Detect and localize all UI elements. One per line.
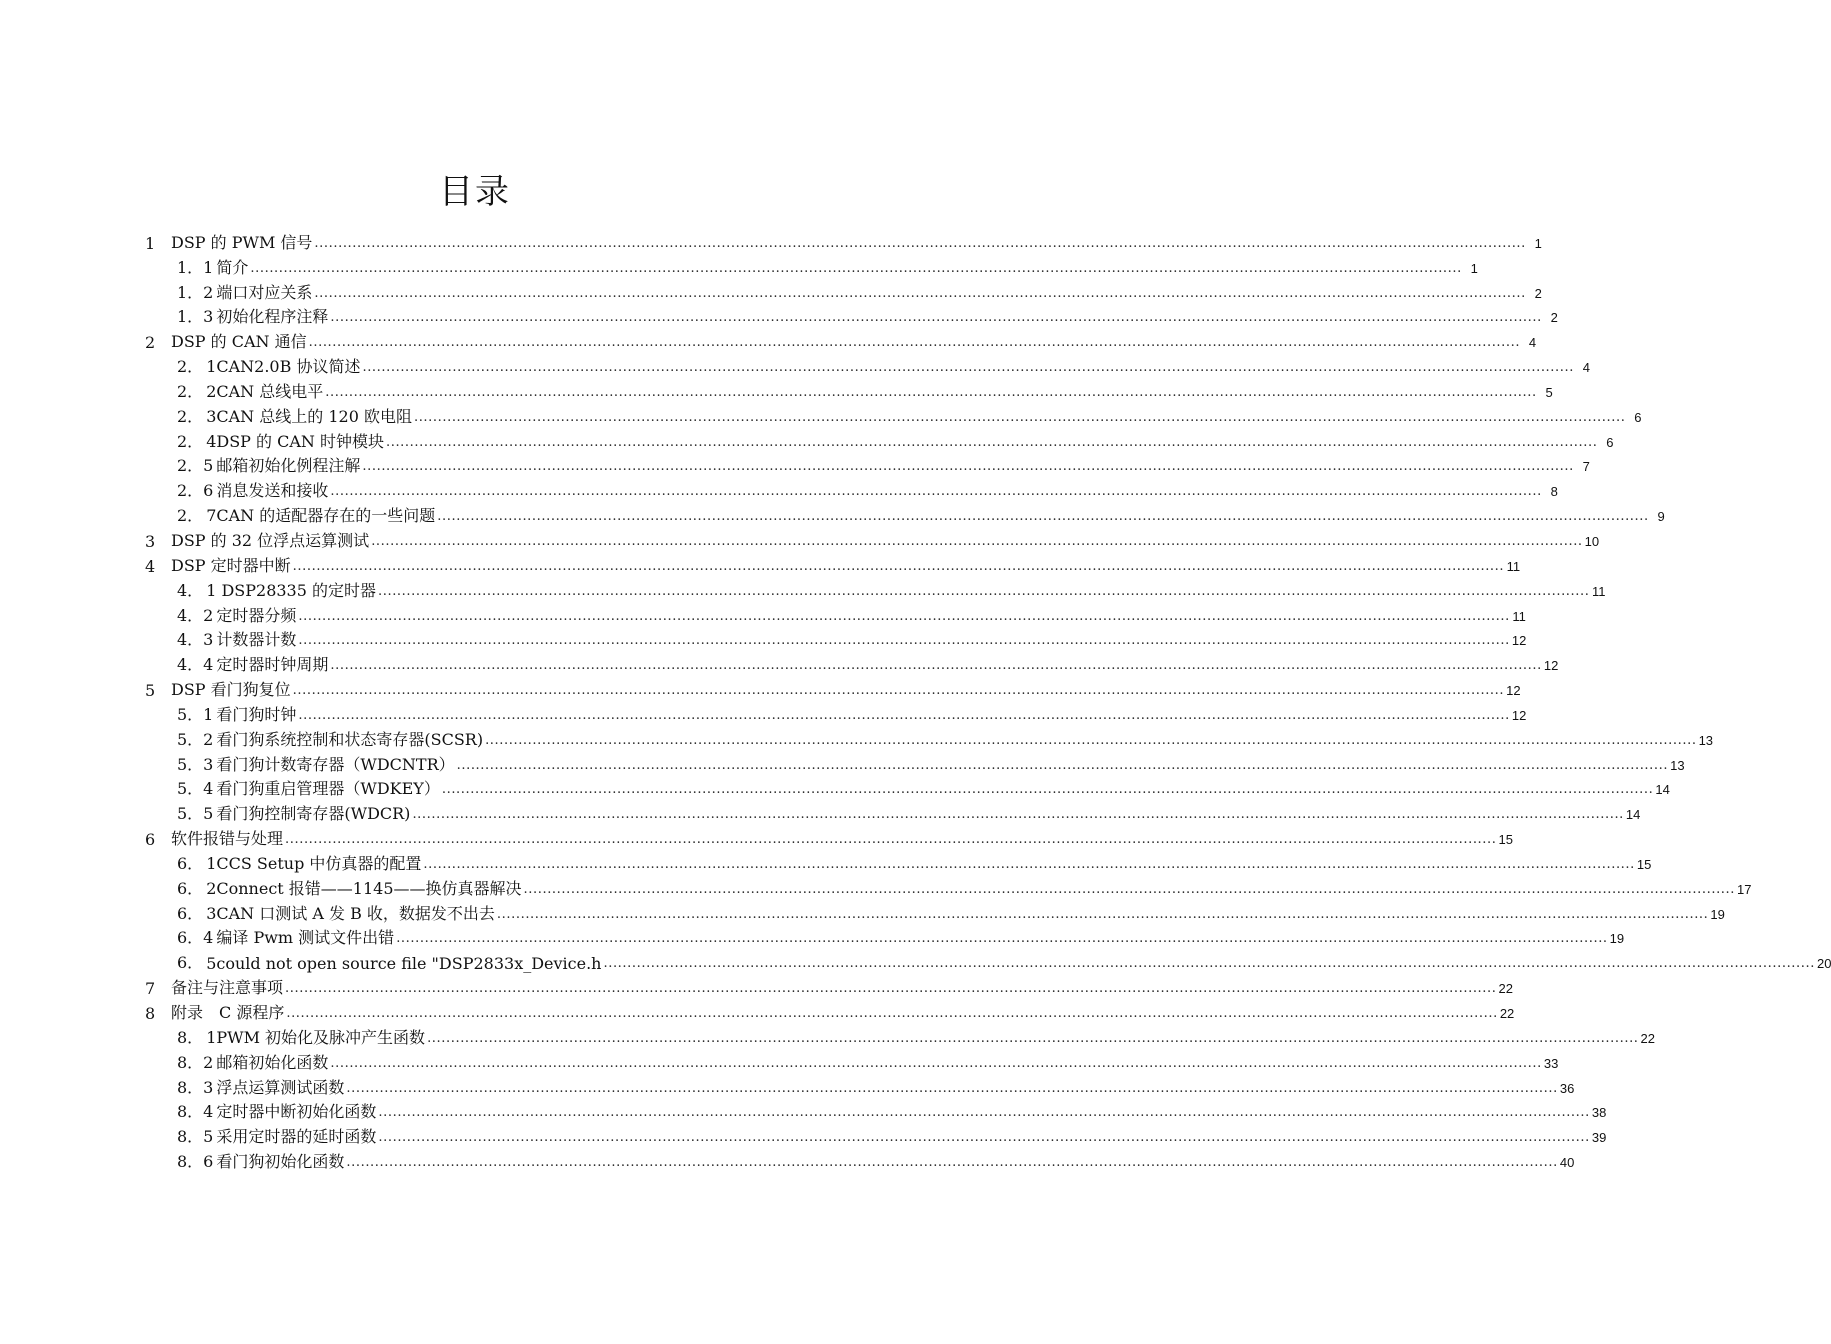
toc-entry[interactable] [145,551,1521,576]
toc-entry-number: 5．4 [177,779,214,799]
toc-page-number: 38 [1591,1105,1607,1121]
toc-entry-title: DSP 的 CAN 通信 [171,332,307,352]
toc-dot-leader [425,1032,1640,1045]
toc-entry[interactable] [145,327,1537,353]
table-of-contents [145,228,1831,1172]
toc-entry-number: 8．4 [177,1102,214,1122]
toc-dot-leader [412,411,1627,424]
toc-page-number: 19 [1710,906,1725,922]
toc-entry[interactable] [145,377,1553,402]
toc-page-number: 12 [1511,707,1527,723]
toc-entry-title: 2CAN 总线电平 [206,381,324,401]
toc-entry-number: 6．4 [177,928,214,948]
toc-entry-title: 定时器分频 [216,605,297,625]
toc-entry-number: 1．3 [177,307,214,327]
toc-page-number: 11 [1506,558,1521,574]
toc-page-number: 22 [1498,981,1513,997]
toc-dot-leader [495,908,1710,921]
toc-entry-number: 2． [177,431,204,451]
toc-entry-number: 4 [145,556,156,576]
toc-entry-title: 端口对应关系 [216,282,313,302]
toc-entry-number: 8．2 [177,1052,214,1072]
toc-entry-number: 4．2 [177,605,214,625]
toc-page-number: 12 [1506,683,1521,699]
toc-entry-title: DSP 定时器中断 [171,555,291,575]
toc-page-number: 15 [1498,832,1513,848]
toc-entry-number: 6 [145,830,156,850]
toc-entry-number: 2．6 [177,481,214,501]
toc-entry-number: 2 [145,333,156,353]
toc-entry-title: 1 DSP28335 的定时器 [206,580,376,600]
toc-page-number: 2 [1550,310,1558,326]
toc-entry-number: 5 [145,681,156,701]
toc-entry-number: 7 [145,979,156,999]
toc-dot-leader [296,634,1511,647]
toc-entry-title: 4DSP 的 CAN 时钟模块 [206,431,384,451]
toc-entry-title: DSP 的 PWM 信号 [171,232,313,252]
toc-entry[interactable] [145,799,1641,824]
toc-dot-leader [483,734,1698,747]
toc-entry[interactable] [145,526,1600,551]
toc-dot-leader [421,858,1636,871]
toc-entry-number: 6． [177,953,204,973]
toc-entry-title: 定时器中断初始化函数 [216,1102,377,1122]
toc-entry[interactable] [145,998,1515,1023]
toc-entry[interactable] [145,452,1590,477]
toc-entry[interactable] [145,427,1614,452]
toc-dot-leader [455,759,1670,772]
toc-page-number: 15 [1636,856,1652,872]
toc-entry-title: 消息发送和接收 [216,481,329,501]
toc-entry[interactable] [145,1147,1575,1172]
toc-entry[interactable] [145,402,1642,427]
toc-entry[interactable] [145,1073,1575,1098]
toc-entry-number: 6． [177,903,204,923]
toc-dot-leader [376,1106,1591,1119]
toc-entry-title: 3CAN 总线上的 120 欧电阻 [206,406,412,426]
toc-entry-number: 5．2 [177,729,214,749]
toc-entry-title: 看门狗系统控制和状态寄存器(SCSR) [216,729,484,749]
toc-entry-number: 1．2 [177,282,214,302]
toc-dot-leader [291,560,1506,573]
toc-entry[interactable] [145,700,1527,725]
toc-page-number: 11 [1591,583,1606,599]
toc-entry[interactable] [145,576,1606,601]
toc-page-number: 19 [1609,931,1625,947]
toc-page-number: 20 [1816,956,1831,972]
toc-entry[interactable] [145,1048,1559,1073]
toc-page-number: 22 [1640,1030,1656,1046]
toc-entry-title: 浮点运算测试函数 [216,1077,345,1097]
toc-entry-number: 8 [145,1004,156,1023]
toc-entry-number: 5．5 [177,804,214,824]
toc-entry[interactable] [145,601,1526,626]
toc-entry-title: 1CCS Setup 中仿真器的配置 [206,853,422,873]
toc-dot-leader [283,833,1498,846]
toc-page-number: 1 [1534,235,1542,251]
toc-page-number: 14 [1625,807,1641,823]
toc-entry-title: 定时器时钟周期 [216,655,329,675]
toc-entry[interactable] [145,476,1558,501]
toc-dot-leader [328,1057,1543,1070]
toc-dot-leader [394,932,1609,945]
toc-entry-title: 编译 Pwm 测试文件出错 [216,928,395,948]
toc-entry[interactable] [145,303,1558,328]
toc-page-number: 2 [1534,285,1542,301]
page-title: 目录 [439,172,511,212]
toc-entry-title: 看门狗时钟 [216,704,297,724]
toc-entry[interactable] [145,874,1752,899]
toc-entry[interactable] [145,750,1685,775]
toc-page-number: 8 [1550,484,1558,500]
toc-dot-leader [307,336,1522,349]
toc-entry-number: 8．6 [177,1152,214,1172]
toc-entry-title: 采用定时器的延时函数 [216,1127,377,1147]
toc-entry-number: 3 [145,531,156,551]
toc-entry[interactable] [145,849,1652,874]
toc-entry-number: 5．3 [177,754,214,774]
toc-page-number: 9 [1657,509,1665,525]
toc-entry-number: 1 [145,233,156,253]
toc-page-number: 6 [1606,434,1614,450]
toc-entry-number: 8． [177,1027,204,1047]
toc-entry-title: 看门狗初始化函数 [216,1152,345,1172]
toc-page-number: 13 [1698,732,1714,748]
toc-entry-title: 邮箱初始化函数 [216,1052,329,1072]
toc-entry-title: 备注与注意事项 [171,978,284,998]
toc-entry-number: 5．1 [177,704,214,724]
toc-entry[interactable] [145,924,1625,949]
toc-entry-title: 2Connect 报错——1145——换仿真器解决 [206,878,522,898]
toc-entry-number: 4．4 [177,655,214,675]
toc-entry[interactable] [145,228,1542,253]
toc-dot-leader [312,237,1527,250]
toc-entry-number: 6． [177,878,204,898]
toc-entry-number: 8．5 [177,1127,214,1147]
toc-entry-title: 简介 [216,257,249,277]
toc-dot-leader [328,485,1543,498]
toc-dot-leader [296,610,1511,623]
toc-entry[interactable] [145,824,1513,850]
toc-entry[interactable] [145,1098,1607,1123]
toc-entry-title: 附录 C 源程序 [171,1003,285,1022]
toc-dot-leader [384,436,1599,449]
toc-dot-leader [344,1156,1559,1169]
toc-dot-leader [312,287,1527,300]
toc-dot-leader [296,709,1511,722]
toc-entry[interactable] [145,1023,1656,1048]
toc-page-number: 12 [1511,633,1527,649]
toc-dot-leader [284,1007,1499,1020]
toc-dot-leader [376,585,1591,598]
toc-page-number: 12 [1543,658,1559,674]
toc-page-number: 14 [1655,782,1670,798]
toc-entry-number: 4． [177,580,204,600]
toc-entry-number: 6． [177,853,204,873]
toc-entry[interactable] [145,626,1527,651]
toc-entry-title: 5could not open source file "DSP2833x_Device.h [206,954,602,974]
toc-dot-leader [344,1082,1559,1095]
toc-dot-leader [291,684,1506,697]
toc-dot-leader [360,460,1575,473]
toc-dot-leader [360,361,1575,374]
toc-page-number: 7 [1582,459,1590,475]
toc-entry[interactable] [145,1122,1607,1147]
toc-entry-number: 2． [177,381,204,401]
toc-entry-title: 邮箱初始化例程注解 [216,456,361,476]
toc-dot-leader [369,535,1584,548]
toc-entry-title: DSP 的 32 位浮点运算测试 [171,530,370,550]
toc-page-number: 4 [1582,360,1590,376]
toc-dot-leader [522,883,1737,896]
toc-entry[interactable] [145,775,1670,800]
toc-entry-title: DSP 看门狗复位 [171,680,291,700]
toc-entry-number: 2． [177,406,204,426]
toc-dot-leader [283,982,1498,995]
toc-entry-title: 看门狗计数寄存器（WDCNTR） [216,754,455,774]
toc-entry[interactable] [145,725,1714,750]
toc-entry-title: 7CAN 的适配器存在的一些问题 [206,506,436,526]
toc-entry-number: 1．1 [177,257,214,277]
toc-entry[interactable] [145,278,1542,303]
toc-page-number: 39 [1591,1130,1607,1146]
toc-entry[interactable] [145,650,1559,675]
toc-dot-leader [248,262,1463,275]
toc-entry-title: 1PWM 初始化及脉冲产生函数 [206,1027,426,1047]
toc-dot-leader [435,510,1650,523]
toc-page-number: 22 [1499,1006,1515,1021]
toc-page-number: 6 [1634,409,1642,425]
toc-page-number: 11 [1512,608,1526,624]
toc-page-number: 10 [1584,533,1600,549]
toc-dot-leader [323,386,1538,399]
toc-entry-title: 3CAN 口测试 A 发 B 收，数据发不出去 [206,903,495,923]
toc-dot-leader [376,1131,1591,1144]
toc-entry[interactable] [145,253,1478,278]
toc-page-number: 13 [1670,757,1685,773]
toc-entry-title: 初始化程序注释 [216,307,329,327]
toc-entry-title: 看门狗控制寄存器(WDCR) [216,804,411,824]
toc-entry-number: 2． [177,357,204,377]
toc-page-number: 36 [1559,1080,1575,1096]
toc-dot-leader [601,957,1816,970]
toc-entry-number: 8．3 [177,1077,214,1097]
toc-entry[interactable] [145,675,1521,701]
toc-entry[interactable] [145,948,1831,974]
toc-entry[interactable] [145,352,1590,377]
toc-dot-leader [440,783,1655,796]
toc-entry-title: 看门狗重启管理器（WDKEY） [216,779,440,799]
toc-page-number: 5 [1545,384,1553,400]
toc-page-number: 33 [1543,1055,1559,1071]
toc-page-number: 40 [1559,1155,1575,1171]
toc-dot-leader [328,659,1543,672]
toc-dot-leader [410,808,1625,821]
toc-entry-number: 4．3 [177,630,214,650]
toc-entry[interactable] [145,899,1725,924]
toc-entry-number: 2．5 [177,456,214,476]
toc-entry-title: 软件报错与处理 [171,829,284,849]
toc-entry-title: 1CAN2.0B 协议简述 [206,357,361,377]
toc-entry[interactable] [145,973,1513,999]
toc-entry-number: 2． [177,506,204,526]
toc-page-number: 17 [1737,881,1752,897]
toc-page-number: 1 [1470,260,1478,276]
toc-dot-leader [328,311,1543,324]
toc-entry-title: 计数器计数 [216,630,297,650]
toc-entry[interactable] [145,501,1665,526]
toc-page-number: 4 [1528,335,1537,351]
